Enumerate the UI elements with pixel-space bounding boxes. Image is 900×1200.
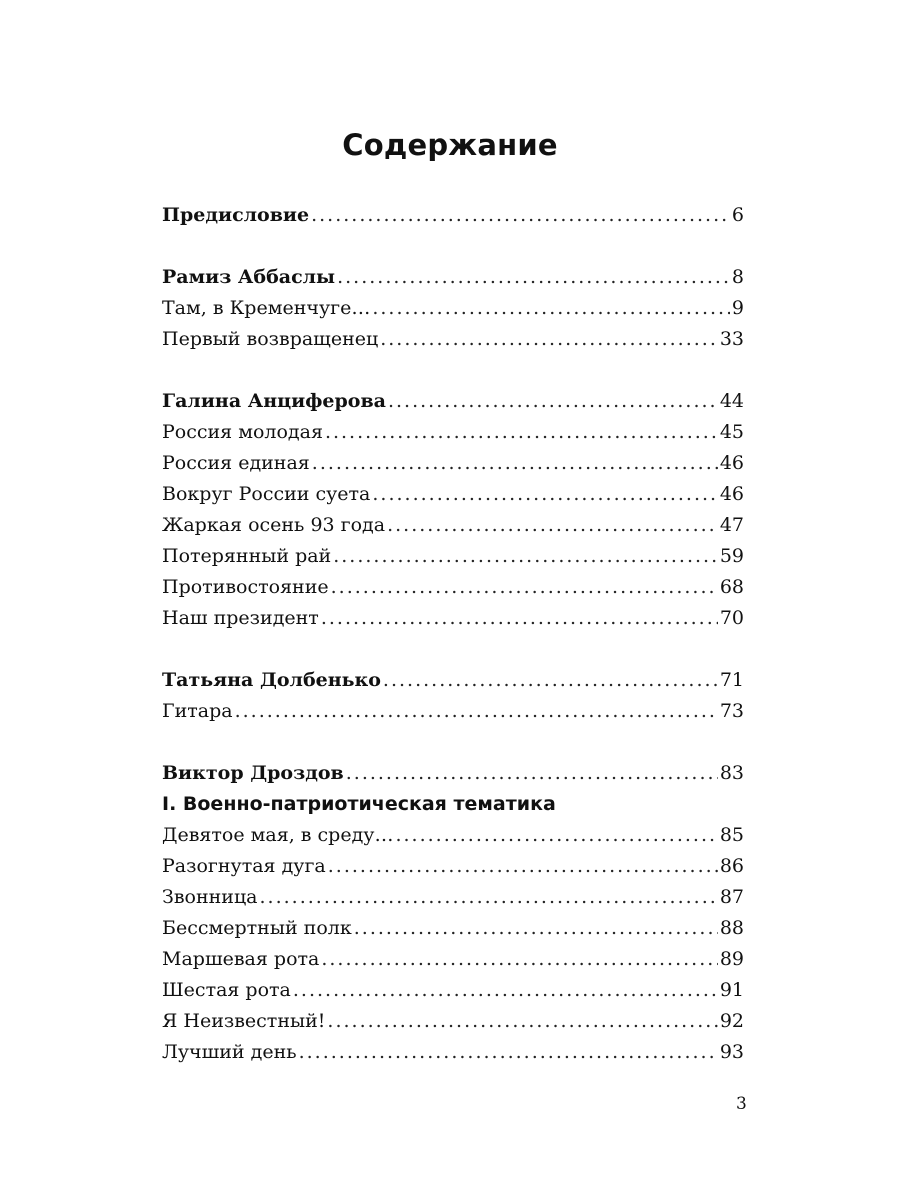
dot-leader xyxy=(333,541,718,572)
toc-entry-page: 87 xyxy=(719,886,744,908)
dot-leader xyxy=(311,200,730,231)
dot-leader xyxy=(321,603,718,634)
toc-entry-page: 86 xyxy=(719,855,744,877)
dot-leader xyxy=(327,1006,717,1037)
dot-leader xyxy=(312,448,718,479)
dot-leader xyxy=(380,324,718,355)
toc-entry[interactable] xyxy=(162,1006,744,1037)
toc-entry-title: Там, в Кременчуге… xyxy=(162,297,371,319)
toc-entry[interactable] xyxy=(162,1037,744,1068)
toc-entry[interactable] xyxy=(162,944,744,975)
toc-entry-page: 8 xyxy=(731,266,744,288)
toc-entry-title: Звонница xyxy=(162,886,258,908)
toc-author-entry[interactable] xyxy=(162,200,744,231)
toc-entry-title: Предисловие xyxy=(162,204,310,226)
toc-entry-page: 85 xyxy=(719,824,744,846)
toc-entry-page: 83 xyxy=(719,762,744,784)
dot-leader xyxy=(331,572,718,603)
toc-entry[interactable] xyxy=(162,603,744,634)
dot-leader xyxy=(325,417,718,448)
toc-entry-title: Противостояние xyxy=(162,576,329,598)
toc-entry[interactable] xyxy=(162,324,744,355)
toc-entry-page: 89 xyxy=(719,948,744,970)
toc-entry-page: 9 xyxy=(731,297,744,319)
dot-leader xyxy=(388,386,718,417)
toc-entry-page: 92 xyxy=(719,1010,744,1032)
toc-entry-title: Я Неизвестный! xyxy=(162,1010,326,1032)
dot-leader xyxy=(372,293,730,324)
toc-entry-title: Первый возвращенец xyxy=(162,328,379,350)
toc-entry[interactable] xyxy=(162,541,744,572)
toc-entry-page: 71 xyxy=(719,669,744,691)
dot-leader xyxy=(354,913,718,944)
toc-entry[interactable] xyxy=(162,851,744,882)
toc-entry[interactable] xyxy=(162,293,744,324)
dot-leader xyxy=(346,758,718,789)
toc-author-entry[interactable] xyxy=(162,386,744,417)
toc-entry-title: Лучший день xyxy=(162,1041,297,1063)
toc-entry[interactable] xyxy=(162,820,744,851)
toc-entry-title: Галина Анциферова xyxy=(162,390,386,412)
toc-author-entry[interactable] xyxy=(162,665,744,696)
page-number: 3 xyxy=(736,1094,747,1114)
dot-leader xyxy=(395,820,717,851)
toc-entry[interactable] xyxy=(162,975,744,1006)
toc-entry-page: 44 xyxy=(719,390,744,412)
toc-entry-page: 46 xyxy=(719,452,744,474)
toc-entry[interactable] xyxy=(162,417,744,448)
toc-entry-title: Потерянный рай xyxy=(162,545,332,567)
toc-entry-page: 45 xyxy=(719,421,744,443)
toc-entry[interactable] xyxy=(162,572,744,603)
page-title: Содержание xyxy=(342,128,558,162)
dot-leader xyxy=(337,262,730,293)
toc-entry-title: Наш президент xyxy=(162,607,319,629)
toc-entry-page: 91 xyxy=(719,979,744,1001)
table-of-contents xyxy=(162,200,744,1068)
toc-entry-page: 73 xyxy=(719,700,744,722)
toc-entry[interactable] xyxy=(162,448,744,479)
toc-entry-title: Татьяна Долбенько xyxy=(162,669,381,691)
toc-entry[interactable] xyxy=(162,479,744,510)
toc-entry-page: 6 xyxy=(731,204,744,226)
toc-entry-title: Бессмертный полк xyxy=(162,917,352,939)
toc-entry-page: 68 xyxy=(719,576,744,598)
toc-entry[interactable] xyxy=(162,882,744,913)
dot-leader xyxy=(387,510,718,541)
dot-leader xyxy=(293,975,718,1006)
toc-entry-title: Жаркая осень 93 года xyxy=(162,514,386,536)
toc-entry-title: Маршевая рота xyxy=(162,948,320,970)
dot-leader xyxy=(383,665,718,696)
toc-entry-page: 46 xyxy=(719,483,744,505)
toc-subheading: I. Военно-патриотическая тематика xyxy=(162,793,556,815)
dot-leader xyxy=(260,882,718,913)
toc-entry-page: 33 xyxy=(719,328,744,350)
toc-entry[interactable] xyxy=(162,696,744,727)
toc-entry-title: Виктор Дроздов xyxy=(162,762,344,784)
dot-leader xyxy=(328,851,718,882)
dot-leader xyxy=(372,479,717,510)
dot-leader xyxy=(321,944,717,975)
toc-author-entry[interactable] xyxy=(162,758,744,789)
toc-entry-title: Россия молодая xyxy=(162,421,323,443)
toc-entry-page: 70 xyxy=(719,607,744,629)
toc-author-entry[interactable] xyxy=(162,262,744,293)
toc-entry-title: Рамиз Аббаслы xyxy=(162,266,336,288)
toc-entry-title: Разогнутая дуга xyxy=(162,855,326,877)
toc-entry-page: 47 xyxy=(719,514,744,536)
toc-entry[interactable] xyxy=(162,510,744,541)
dot-leader xyxy=(235,696,718,727)
toc-entry-title: Россия единая xyxy=(162,452,310,474)
toc-entry-title: Гитара xyxy=(162,700,233,722)
toc-entry-title: Шестая рота xyxy=(162,979,291,1001)
dot-leader xyxy=(299,1037,718,1068)
toc-entry-title: Девятое мая, в среду… xyxy=(162,824,394,846)
toc-entry-title: Вокруг России суета xyxy=(162,483,371,505)
toc-entry[interactable] xyxy=(162,913,744,944)
toc-entry-page: 59 xyxy=(719,545,744,567)
toc-entry-page: 93 xyxy=(719,1041,744,1063)
toc-entry-page: 88 xyxy=(719,917,744,939)
